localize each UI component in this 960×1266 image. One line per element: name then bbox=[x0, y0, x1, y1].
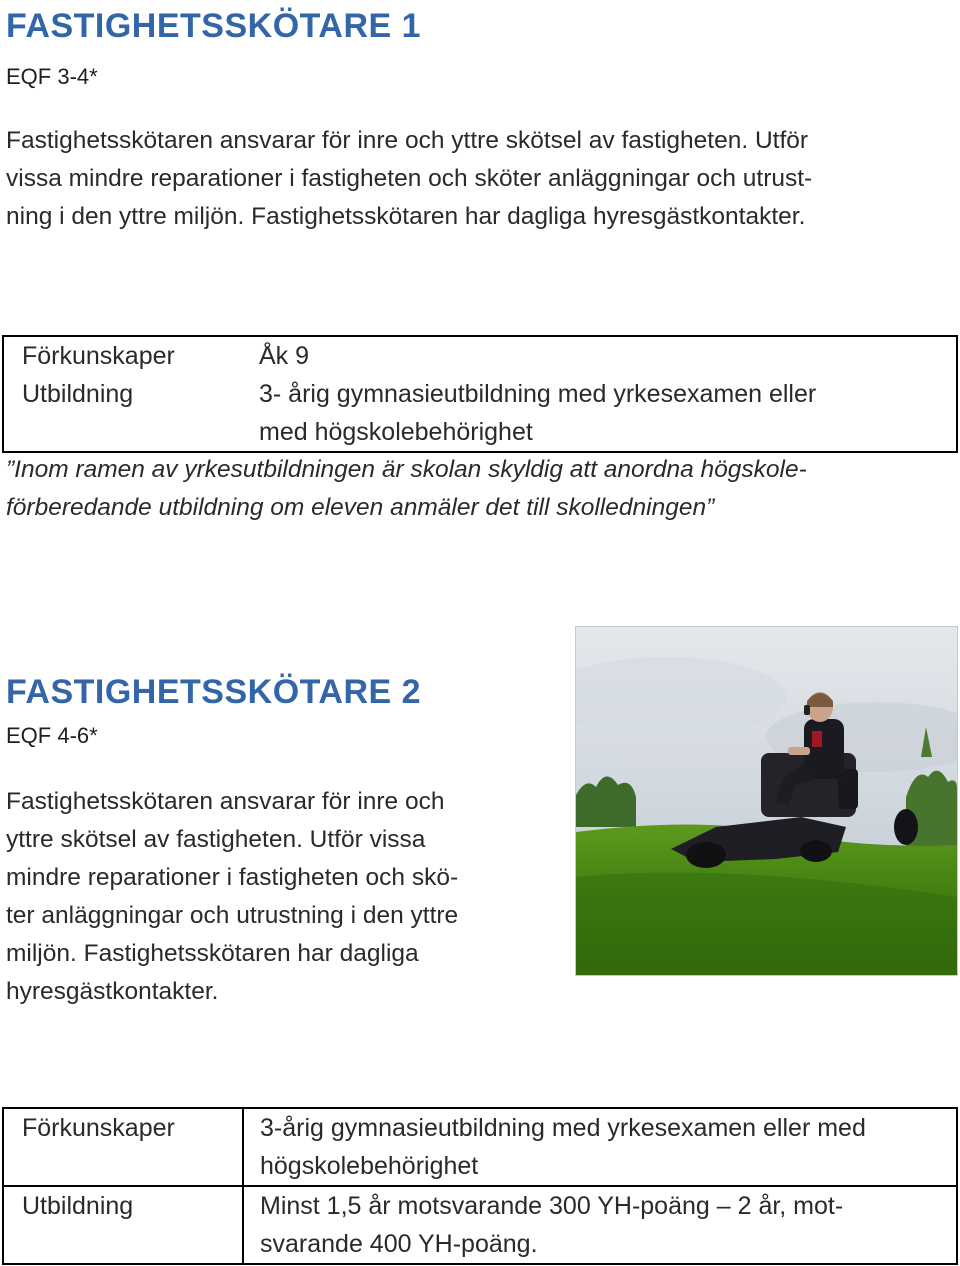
table-value-line: Minst 1,5 år motsvarande 300 YH-poäng – 2 år, mot- bbox=[260, 1192, 844, 1220]
quote-line: förberedande utbildning om eleven anmäler det till skolledningen” bbox=[6, 494, 715, 521]
table-value-line: med högskolebehörighet bbox=[259, 418, 533, 446]
table-value-line: högskolebehörighet bbox=[260, 1152, 479, 1180]
table-label: Förkunskaper bbox=[22, 342, 175, 370]
table-value: Åk 9 bbox=[259, 342, 310, 370]
table-label: Utbildning bbox=[22, 1192, 134, 1220]
section2-eqf-level: EQF 4-6* bbox=[6, 723, 98, 748]
section1-description-line: Fastighetsskötaren ansvarar för inre och yttre skötsel av fastigheten. Utför bbox=[6, 127, 809, 154]
table-value-line: svarande 400 YH-poäng. bbox=[260, 1230, 538, 1258]
lawn-mower-photo-image bbox=[576, 627, 957, 975]
table-value-line: 3- årig gymnasieutbildning med yrkesexamen eller bbox=[259, 380, 817, 408]
section2-description-line: hyresgästkontakter. bbox=[6, 978, 219, 1005]
section2-description bbox=[6, 783, 566, 1011]
table-value bbox=[259, 375, 957, 452]
lawn-mower-photo bbox=[575, 626, 958, 976]
section1-title: FASTIGHETSSKÖTARE 1 bbox=[6, 7, 422, 45]
table-label: Utbildning bbox=[22, 380, 134, 408]
section2-requirements-table bbox=[2, 1107, 958, 1265]
table-row bbox=[3, 375, 957, 452]
table-value-line: 3-årig gymnasieutbildning med yrkesexamen eller med bbox=[260, 1114, 866, 1142]
table-value bbox=[243, 1108, 957, 1186]
section1-description-line: ning i den yttre miljön. Fastighetsskötaren har dagliga hyresgästkontakter. bbox=[6, 203, 806, 230]
section1-description bbox=[6, 122, 956, 236]
section1-description-line: vissa mindre reparationer i fastigheten och sköter anläggningar och utrust- bbox=[6, 165, 813, 192]
table-value bbox=[243, 1186, 957, 1264]
section1-eqf-level: EQF 3-4* bbox=[6, 64, 98, 89]
section2-description-line: ter anläggningar och utrustning i den yttre bbox=[6, 902, 459, 929]
section2-description-line: mindre reparationer i fastigheten och skö- bbox=[6, 864, 459, 891]
table-label: Förkunskaper bbox=[3, 1108, 243, 1186]
table-row bbox=[3, 1108, 957, 1186]
section2-description-line: miljön. Fastighetsskötaren har dagliga bbox=[6, 940, 419, 967]
section1-quote bbox=[6, 451, 956, 527]
section2-title: FASTIGHETSSKÖTARE 2 bbox=[6, 673, 422, 711]
table-row bbox=[3, 336, 957, 375]
section1-requirements-table bbox=[2, 335, 958, 453]
section2-description-line: yttre skötsel av fastigheten. Utför vissa bbox=[6, 826, 426, 853]
table-row bbox=[3, 1186, 957, 1264]
quote-line: ”Inom ramen av yrkesutbildningen är skolan skyldig att anordna högskole- bbox=[6, 456, 807, 483]
section2-description-line: Fastighetsskötaren ansvarar för inre och bbox=[6, 788, 445, 815]
